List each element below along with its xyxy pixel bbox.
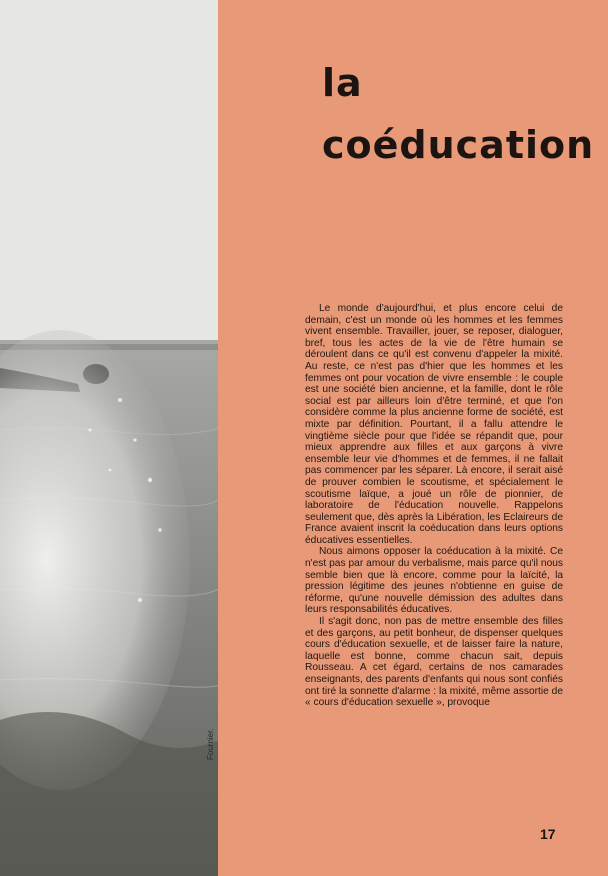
article-body	[305, 303, 563, 709]
paragraph: Nous aimons opposer la coéducation à la mixité. Ce n'est pas par amour du verbalisme, mais parce qu'il nous semble bien que là encore, comme pour la laïcité, la pression légitime des jeunes n'obtienne en guise de réforme, qu'une nouvelle démission des adultes dans leurs responsabilités éducatives.	[305, 546, 563, 616]
paragraph: Il s'agit donc, non pas de mettre ensemble des filles et des garçons, au petit bonheur, de dispenser quelques cours d'éducation sexuelle, et de laisser faire la nature, laquelle est bonne, comme chacun sait, depuis Rousseau. A cet égard, certains de nos camarades enseignants, des parents d'enfants qui nous sont confiés ont tiré la sonnette d'alarme : la mixité, même assortie de « cours d'éducation sexuelle », provoque	[305, 616, 563, 709]
swimmer-photo	[0, 0, 220, 876]
article-title	[322, 52, 594, 176]
photo-credit: Fournier.	[206, 728, 215, 760]
paragraph: Le monde d'aujourd'hui, et plus encore celui de demain, c'est un monde où les hommes et les femmes vivent ensemble. Travailler, jouer, se reposer, dialoguer, bref, tous les actes de la vie de l'être humain se déroulent dans ce qu'il est convenu d'appeler la mixité. Au reste, ce n'est pas d'hier que les hommes et les femmes ont pour vocation de vivre ensemble : le couple est une société bien ancienne, et la famille, dont le rôle social est par ailleurs loin d'être terminé, et que l'on considère comme la plus ancienne forme de société, est mixte par définition. Pourtant, il a fallu attendre le vingtième siècle pour que l'idée se répandit que, pour mieux apprendre aux filles et aux garçons à vivre ensemble leur vie d'hommes et de femmes, il ne fallait pas commencer par les séparer. Là encore, il serait aisé de prouver combien le scoutisme, et spécialement le scoutisme laïque, a joué un rôle de pionnier, de laboratoire de l'éducation nouvelle. Rappelons seulement que, dès après la Libération, les Eclaireurs de France avaient inscrit la coéducation dans leurs options éducatives essentielles.	[305, 303, 563, 546]
page-number: 17	[540, 826, 556, 842]
title-line-2: coéducation	[322, 123, 595, 167]
swimmer-splash-image	[0, 0, 220, 876]
title-line-1: la	[322, 61, 363, 105]
